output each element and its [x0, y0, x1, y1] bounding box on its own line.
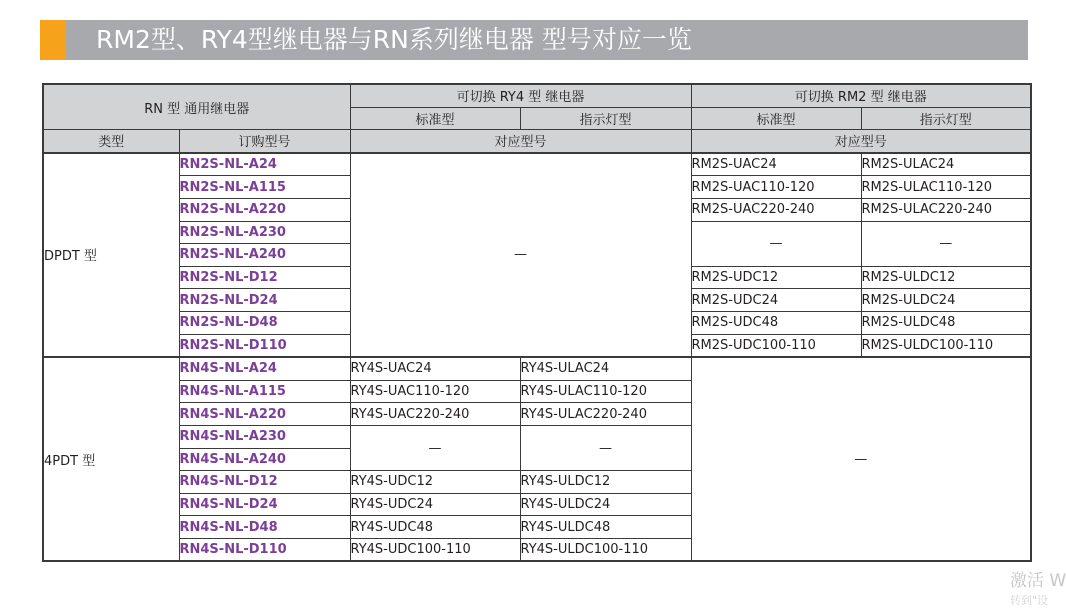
- order-model-cell: RN4S-NL-A230: [179, 425, 350, 448]
- ry4-indicator-cell: RY4S-ULAC220-240: [520, 403, 691, 426]
- rm2-standard-cell: RM2S-UDC48: [691, 311, 861, 334]
- watermark-activate: 激活 W: [1010, 571, 1066, 591]
- order-model-cell: RN4S-NL-D48: [179, 516, 350, 539]
- order-model-cell: RN4S-NL-A240: [179, 448, 350, 471]
- rm2-standard-cell: RM2S-UAC24: [691, 153, 861, 176]
- ry4-standard-cell: RY4S-UAC110-120: [350, 380, 520, 403]
- order-model-cell: RN4S-NL-D24: [179, 493, 350, 516]
- rm2-indicator-cell: RM2S-ULAC220-240: [861, 198, 1031, 221]
- rm2-standard-cell: RM2S-UDC24: [691, 289, 861, 312]
- rm2-indicator-cell: RM2S-ULDC48: [861, 311, 1031, 334]
- header-ry4-group: 可切换 RY4 型 继电器: [350, 84, 691, 107]
- ry4-empty-cell: —: [350, 153, 691, 357]
- type-cell-dpdt: DPDT 型: [43, 153, 179, 357]
- ry4-indicator-cell: RY4S-ULAC110-120: [520, 380, 691, 403]
- rm2-standard-cell: RM2S-UDC100-110: [691, 334, 861, 357]
- ry4-standard-cell: RY4S-UDC48: [350, 516, 520, 539]
- header-ry4-corresponding: 对应型号: [350, 130, 691, 153]
- order-model-cell: RN2S-NL-D12: [179, 266, 350, 289]
- rm2-indicator-empty: —: [861, 221, 1031, 266]
- header-rm2-standard: 标准型: [691, 107, 861, 130]
- header-ry4-indicator: 指示灯型: [520, 107, 691, 130]
- header-order-model: 订购型号: [179, 130, 350, 153]
- order-model-cell: RN4S-NL-D12: [179, 471, 350, 494]
- ry4-standard-cell: RY4S-UAC220-240: [350, 403, 520, 426]
- rm2-indicator-cell: RM2S-ULAC24: [861, 153, 1031, 176]
- order-model-cell: RN4S-NL-A220: [179, 403, 350, 426]
- order-model-cell: RN2S-NL-A220: [179, 198, 350, 221]
- rm2-indicator-cell: RM2S-ULDC100-110: [861, 334, 1031, 357]
- header-rm2-indicator: 指示灯型: [861, 107, 1031, 130]
- ry4-indicator-cell: RY4S-ULAC24: [520, 357, 691, 380]
- order-model-cell: RN2S-NL-D48: [179, 311, 350, 334]
- title-accent-block: [40, 20, 66, 60]
- ry4-indicator-cell: RY4S-ULDC100-110: [520, 538, 691, 561]
- ry4-standard-cell: RY4S-UDC100-110: [350, 538, 520, 561]
- order-model-cell: RN2S-NL-A115: [179, 176, 350, 199]
- ry4-indicator-cell: RY4S-ULDC48: [520, 516, 691, 539]
- ry4-standard-cell: RY4S-UAC24: [350, 357, 520, 380]
- ry4-indicator-empty: —: [520, 425, 691, 470]
- order-model-cell: RN4S-NL-A24: [179, 357, 350, 380]
- rm2-empty-cell: —: [691, 357, 1031, 561]
- rm2-standard-cell: RM2S-UAC110-120: [691, 176, 861, 199]
- order-model-cell: RN4S-NL-D110: [179, 538, 350, 561]
- relay-model-table: [42, 83, 1032, 562]
- ry4-indicator-cell: RY4S-ULDC24: [520, 493, 691, 516]
- order-model-cell: RN2S-NL-A240: [179, 244, 350, 267]
- order-model-cell: RN2S-NL-A24: [179, 153, 350, 176]
- order-model-cell: RN2S-NL-D24: [179, 289, 350, 312]
- ry4-standard-empty: —: [350, 425, 520, 470]
- ry4-standard-cell: RY4S-UDC12: [350, 471, 520, 494]
- rm2-standard-cell: RM2S-UDC12: [691, 266, 861, 289]
- header-rm2-corresponding: 对应型号: [691, 130, 1031, 153]
- watermark-settings: 转到"设: [1010, 594, 1049, 607]
- ry4-standard-cell: RY4S-UDC24: [350, 493, 520, 516]
- rm2-indicator-cell: RM2S-ULAC110-120: [861, 176, 1031, 199]
- header-rm2-group: 可切换 RM2 型 继电器: [691, 84, 1031, 107]
- header-type: 类型: [43, 130, 179, 153]
- header-rn-group: RN 型 通用继电器: [43, 84, 350, 130]
- rm2-standard-empty: —: [691, 221, 861, 266]
- ry4-indicator-cell: RY4S-ULDC12: [520, 471, 691, 494]
- title-bar: [40, 20, 1028, 60]
- rm2-indicator-cell: RM2S-ULDC12: [861, 266, 1031, 289]
- order-model-cell: RN2S-NL-A230: [179, 221, 350, 244]
- page-title: RM2型、RY4型继电器与RN系列继电器 型号对应一览: [96, 25, 692, 54]
- order-model-cell: RN2S-NL-D110: [179, 334, 350, 357]
- header-ry4-standard: 标准型: [350, 107, 520, 130]
- type-cell-4pdt: 4PDT 型: [43, 357, 179, 561]
- rm2-standard-cell: RM2S-UAC220-240: [691, 198, 861, 221]
- order-model-cell: RN4S-NL-A115: [179, 380, 350, 403]
- rm2-indicator-cell: RM2S-ULDC24: [861, 289, 1031, 312]
